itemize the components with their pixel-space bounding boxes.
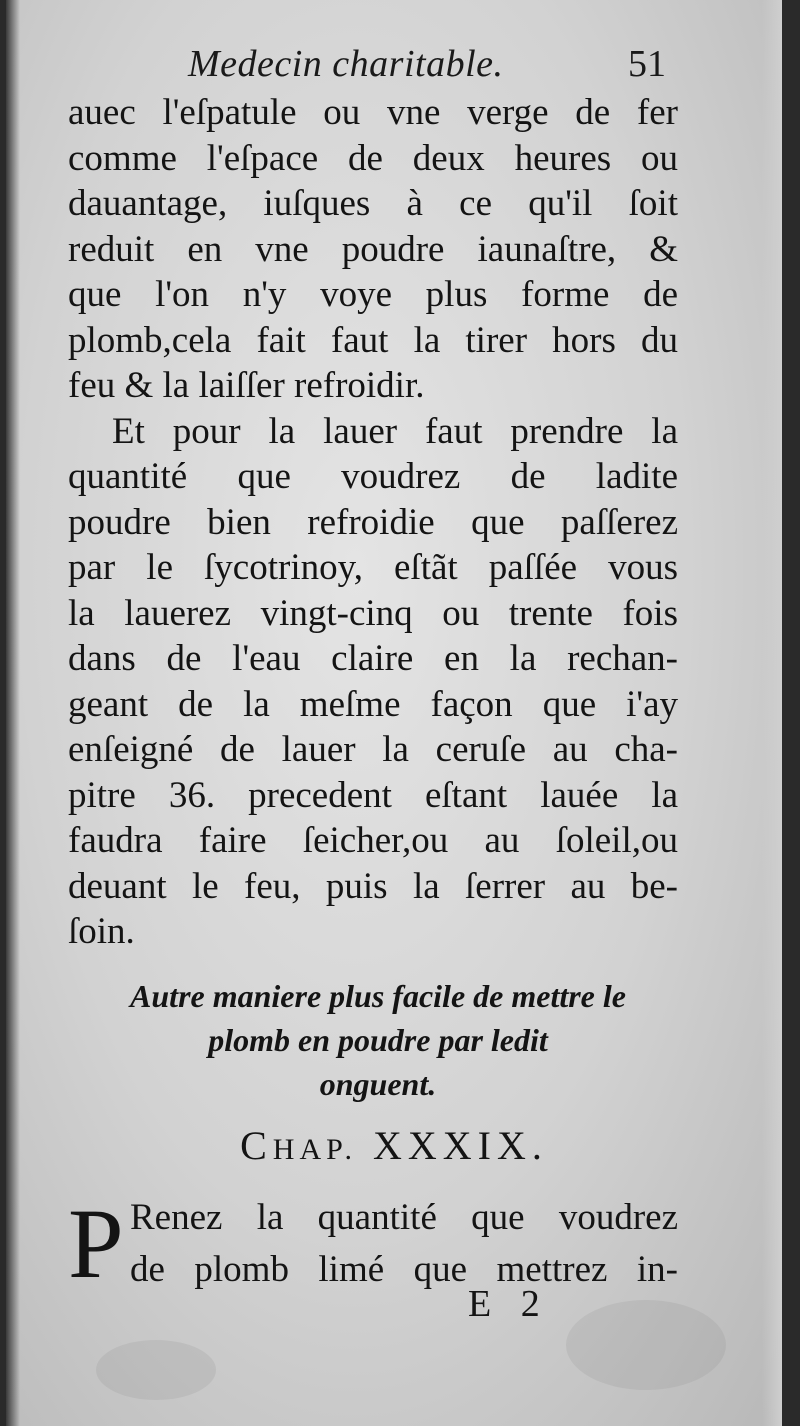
book-page [6, 0, 782, 1426]
text-line: Et pour la lauer faut prendre la [112, 410, 678, 452]
text-line: quantité que voudrez de ladite [68, 456, 678, 497]
text-line: dans de l'eau claire en la rechan- [68, 638, 678, 679]
drop-cap: P [68, 1188, 124, 1299]
page-header [6, 40, 782, 90]
paragraph-continued [68, 90, 678, 409]
body-text [68, 90, 678, 955]
section-title-line: onguent. [319, 1066, 437, 1102]
page-gutter-shadow [6, 0, 20, 1426]
chapter-prefix-rest: HAP. [272, 1133, 357, 1166]
paper-stain [566, 1300, 726, 1390]
text-line: feu & la laiſſer refroidir. [68, 365, 425, 406]
chapter-numeral: XXXIX. [373, 1123, 548, 1168]
text-line: auec l'eſpatule ou vne verge de fer [68, 92, 678, 133]
chapter-paragraph [68, 1188, 678, 1299]
text-line: poudre bien refroidie que paſſerez [68, 501, 678, 543]
text-line: comme l'eſpace de deux heures ou [68, 137, 678, 179]
text-line: geant de la meſme façon que i'ay [68, 683, 678, 725]
section-title-line: Autre maniere plus facile de mettre le [130, 978, 626, 1014]
chapter-heading [6, 1122, 782, 1169]
text-line: plomb,cela fait faut la tirer hors du [68, 319, 678, 361]
text-line: de plomb limé que mettrez in- [130, 1249, 678, 1290]
paragraph [68, 409, 678, 955]
text-line: que l'on n'y voye plus forme de [68, 274, 678, 315]
text-line: deuant le feu, puis la ſerrer au be- [68, 865, 678, 907]
text-line: reduit en vne poudre iaunaſtre, & [68, 228, 678, 270]
text-line: enſeigné de lauer la ceruſe au cha- [68, 729, 678, 770]
text-line: la lauerez vingt-cinq ou trente fois [68, 592, 678, 634]
section-title [78, 974, 678, 1106]
page-number: 51 [628, 43, 666, 85]
page-edge [762, 0, 782, 1426]
chapter-prefix-initial: C [240, 1123, 273, 1168]
signature-mark: E 2 [468, 1283, 550, 1325]
text-line: faudra faire ſeicher,ou au ſoleil,ou [68, 820, 678, 861]
text-line: par le ſycotrinoy, eſtãt paſſée vous [68, 547, 678, 588]
running-title: Medecin charitable. [188, 43, 504, 85]
text-line: dauantage, iuſques à ce qu'il ſoit [68, 183, 678, 224]
section-title-line: plomb en poudre par ledit [208, 1022, 548, 1058]
paper-stain [96, 1340, 216, 1400]
text-line: Renez la quantité que voudrez [130, 1197, 678, 1238]
text-line: pitre 36. precedent eſtant lauée la [68, 774, 678, 816]
text-line: ſoin. [68, 911, 135, 952]
